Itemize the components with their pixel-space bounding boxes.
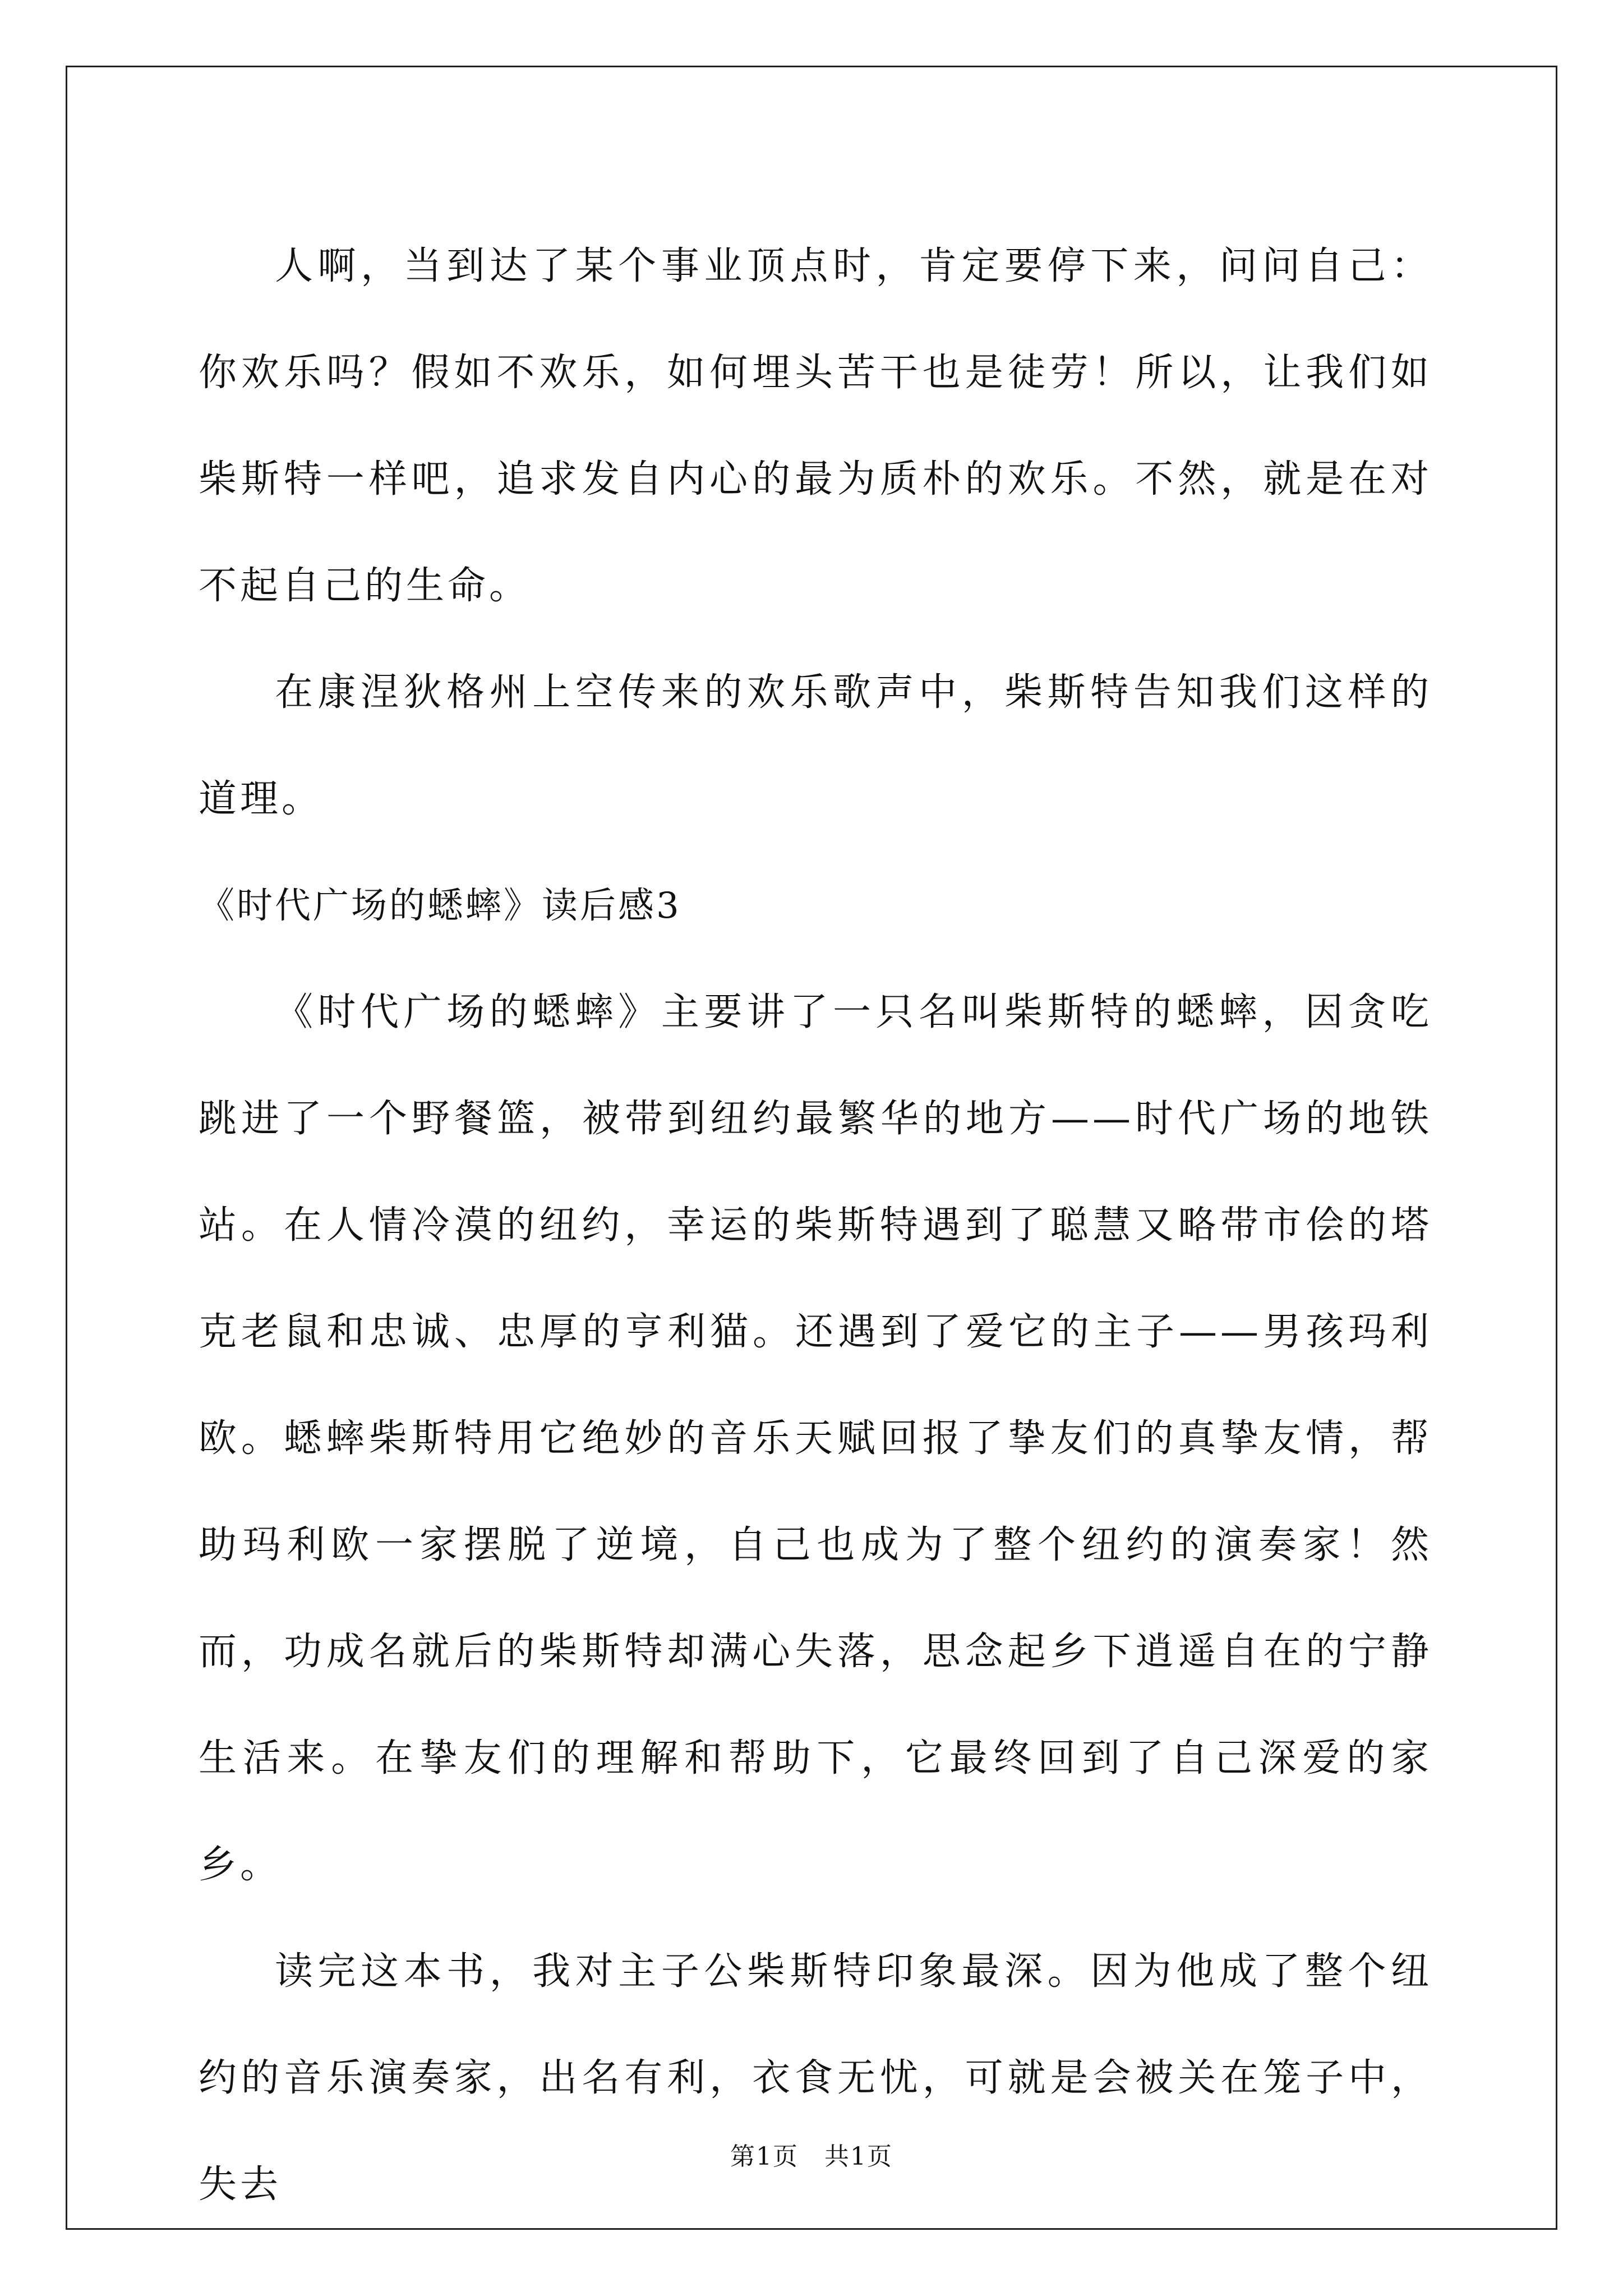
paragraph: 读完这本书，我对主子公柴斯特印象最深。因为他成了整个纽约的音乐演奏家，出名有利，衣食无忧，可就是会被关在笼子中，失去	[199, 1949, 1432, 2207]
page-number-footer: 第1页 共1页	[730, 2142, 893, 2171]
paragraph: 《时代广场的蟋蟀》主要讲了一只名叫柴斯特的蟋蟀，因贪吃跳进了一个野餐篮，被带到纽约最繁华的地方——时代广场的地铁站。在人情冷漠的纽约，幸运的柴斯特遇到了聪慧又略带市侩的塔克老鼠和忠诚、忠厚的亨利猫。还遇到了爱它的主子——男孩玛利欧。蟋蟀柴斯特用它绝妙的音乐天赋回报了挚友们的真挚友情，帮助玛利欧一家摆脱了逆境，自己也成为了整个纽约的演奏家！然而，功成名就后的柴斯特却满心失落，思念起乡下逍遥自在的宁静生活来。在挚友们的理解和帮助下，它最终回到了自己深爱的家乡。	[199, 990, 1432, 1887]
paragraph: 人啊，当到达了某个事业顶点时，肯定要停下来，问问自己：你欢乐吗？假如不欢乐，如何埋头苦干也是徒劳！所以，让我们如柴斯特一样吧，追求发自内心的最为质朴的欢乐。不然，就是在对不起自己的生命。	[199, 244, 1432, 608]
section-heading: 《时代广场的蟋蟀》读后感3	[199, 885, 681, 927]
document-body	[199, 213, 1432, 2238]
paragraph: 在康涅狄格州上空传来的欢乐歌声中，柴斯特告知我们这样的道理。	[199, 670, 1432, 821]
